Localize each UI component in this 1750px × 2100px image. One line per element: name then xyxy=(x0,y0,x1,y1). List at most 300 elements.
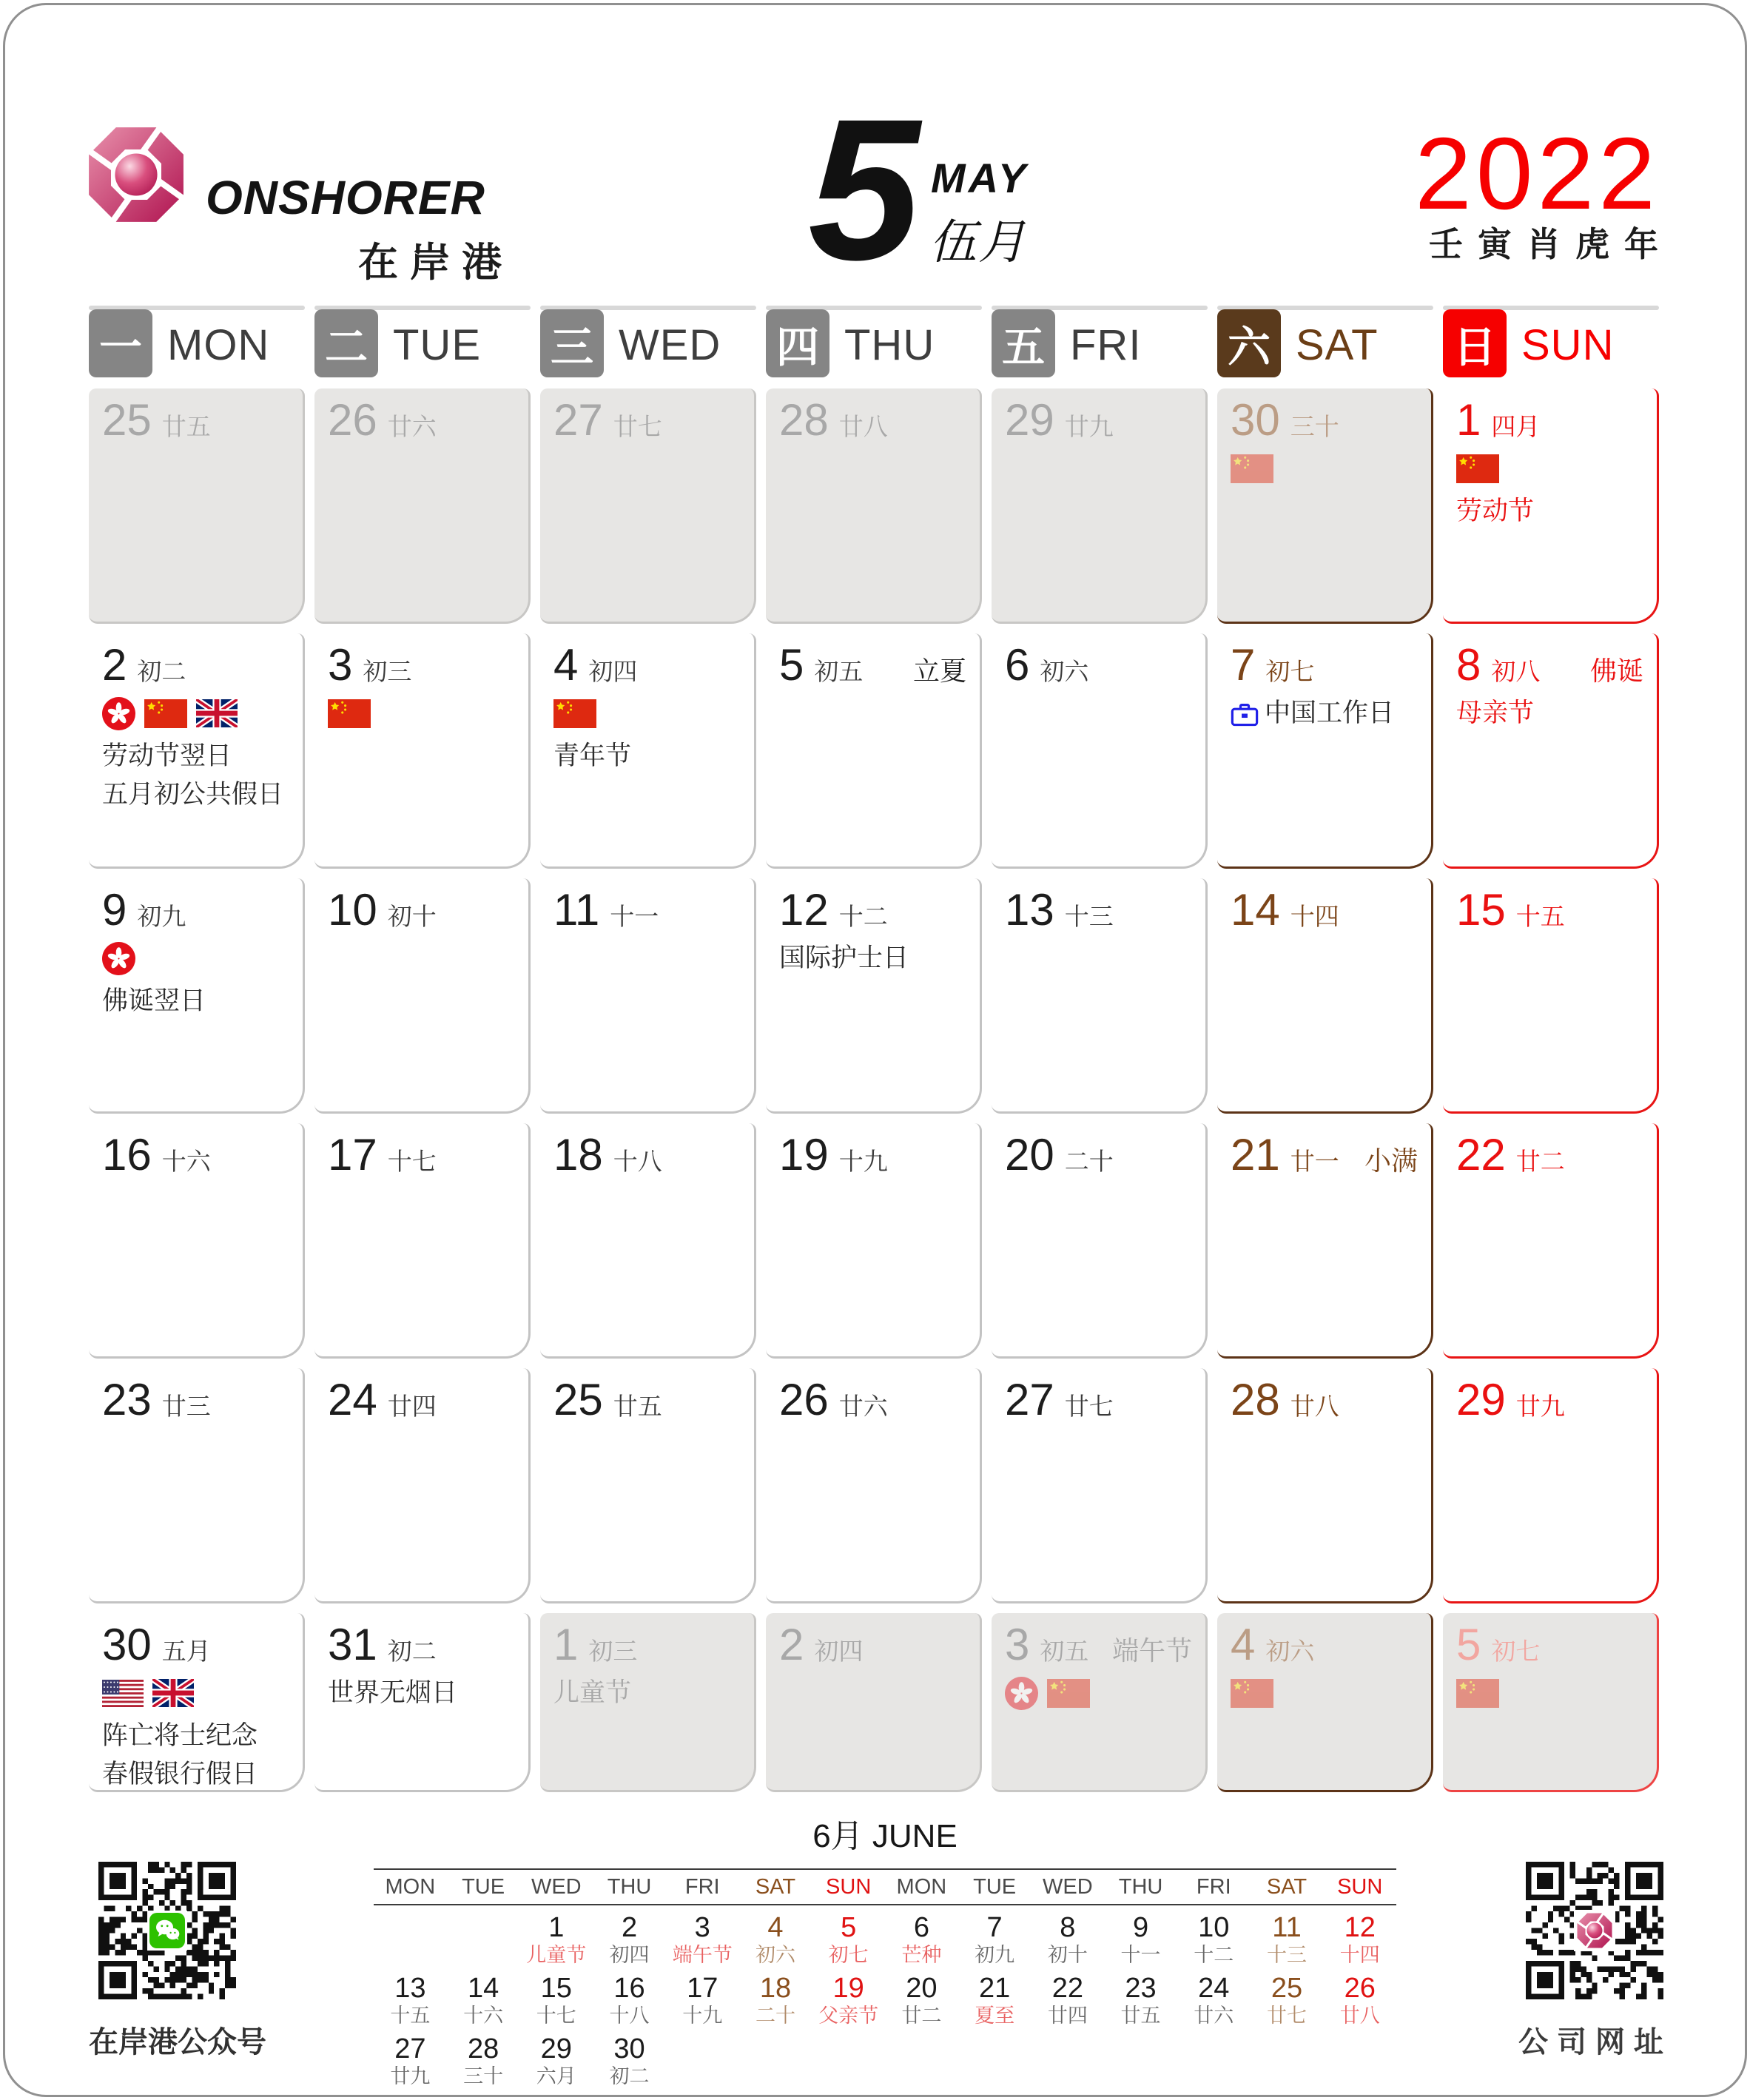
date-number: 29 xyxy=(1005,395,1054,445)
mini-day-cell xyxy=(1177,1913,1251,1966)
day-cell xyxy=(992,633,1208,869)
date-number: 4 xyxy=(1231,1620,1256,1669)
holiday-line xyxy=(102,982,292,1020)
mini-date-label: 廿五 xyxy=(1120,2005,1161,2027)
mini-day-cell xyxy=(666,2034,739,2087)
day-cell xyxy=(314,633,531,869)
date-number: 27 xyxy=(1005,1375,1054,1424)
mini-day-cell xyxy=(812,2034,885,2087)
day-cell xyxy=(1217,1613,1433,1792)
day-cell xyxy=(992,1368,1208,1603)
lunar-label: 初七 xyxy=(1265,658,1315,685)
mini-day-cell xyxy=(447,2034,520,2087)
brand-block xyxy=(86,124,515,288)
lunar-label: 廿八 xyxy=(1290,1393,1339,1420)
date-line xyxy=(102,1377,292,1423)
mini-date-label: 端午节 xyxy=(672,1944,733,1966)
date-line xyxy=(102,397,292,443)
mini-day-cell xyxy=(593,1973,666,2027)
mini-weekday-wed: WED xyxy=(1042,1874,1093,1899)
holiday-lines xyxy=(102,982,292,1020)
date-line xyxy=(779,1622,969,1668)
flag-row xyxy=(102,1675,292,1711)
mini-weekday-sun: SUN xyxy=(1337,1874,1383,1899)
date-number: 31 xyxy=(328,1620,377,1669)
mini-date-label: 廿四 xyxy=(1047,2005,1088,2027)
month-name-en: MAY xyxy=(931,155,1029,201)
date-number: 26 xyxy=(779,1375,829,1424)
lunar-label: 廿五 xyxy=(161,413,211,440)
holiday-line-text: 国际护士日 xyxy=(779,943,909,972)
mini-date-number: 9 xyxy=(1132,1912,1149,1943)
mini-date-number: 15 xyxy=(540,1973,572,2004)
weekday-header-wed xyxy=(540,306,756,383)
weekday-header-tue xyxy=(314,306,531,383)
lunar-label: 廿二 xyxy=(1515,1148,1565,1175)
mini-date-number: 28 xyxy=(467,2033,499,2064)
lunar-label: 十八 xyxy=(613,1148,662,1175)
holiday-line xyxy=(102,1755,292,1792)
mini-weekday-sun: SUN xyxy=(826,1874,872,1899)
cn-flag-icon xyxy=(1456,454,1499,483)
date-line xyxy=(553,1622,744,1668)
mini-date-label: 十六 xyxy=(463,2005,504,2027)
date-number: 10 xyxy=(328,885,377,935)
lunar-label: 初二 xyxy=(387,1638,437,1665)
holiday-lines xyxy=(1456,492,1646,531)
date-number: 25 xyxy=(102,395,152,445)
mini-weekday-tue: TUE xyxy=(462,1874,505,1899)
mini-weekday-thu: THU xyxy=(607,1874,652,1899)
date-number: 8 xyxy=(1456,640,1481,690)
mini-day-cell xyxy=(1323,1973,1396,2027)
lunar-label: 十五 xyxy=(1515,903,1565,930)
date-number: 29 xyxy=(1456,1375,1506,1424)
date-number: 5 xyxy=(1456,1620,1481,1669)
date-line xyxy=(779,397,969,443)
day-cell xyxy=(766,1123,982,1359)
mini-date-number: 4 xyxy=(767,1912,784,1943)
mini-date-label: 初七 xyxy=(828,1944,869,1966)
date-number: 22 xyxy=(1456,1130,1506,1179)
lunar-label: 初七 xyxy=(1491,1638,1541,1665)
mini-day-cell xyxy=(1104,2034,1177,2087)
holiday-line xyxy=(328,1674,518,1712)
mini-day-cell xyxy=(666,1913,739,1966)
weekday-label-en: SAT xyxy=(1296,321,1379,369)
wechat-qr-code xyxy=(98,1862,236,1999)
holiday-line-text: 青年节 xyxy=(553,741,632,770)
mini-day-cell xyxy=(885,1973,958,2027)
date-line xyxy=(779,1132,969,1178)
mini-day-cell xyxy=(1251,2034,1324,2087)
date-line xyxy=(1231,1132,1421,1178)
date-number: 1 xyxy=(1456,395,1481,445)
mini-weekday-mon: MON xyxy=(896,1874,947,1899)
day-cell xyxy=(540,633,756,869)
briefcase-icon xyxy=(1231,701,1259,727)
lunar-label: 十三 xyxy=(1064,903,1114,930)
flag-row xyxy=(102,940,292,976)
date-line xyxy=(328,1377,518,1423)
day-cell xyxy=(766,1368,982,1603)
mini-day-cell xyxy=(666,1973,739,2027)
mini-day-cell xyxy=(958,1973,1032,2027)
mini-date-label: 十二 xyxy=(1194,1944,1234,1966)
mini-day-cell xyxy=(1177,1973,1251,2027)
brand-name-cn: 在岸港 xyxy=(358,240,514,285)
mini-date-number: 2 xyxy=(621,1912,638,1943)
mini-date-number: 20 xyxy=(906,1973,938,2004)
mini-date-number: 11 xyxy=(1272,1912,1302,1943)
holiday-line-text: 佛诞翌日 xyxy=(102,986,206,1015)
weekday-label-en: WED xyxy=(619,321,721,369)
weekday-header-sat xyxy=(1217,306,1433,383)
holiday-line-text: 五月初公共假日 xyxy=(102,780,284,809)
lunar-label: 十六 xyxy=(161,1148,211,1175)
weekday-header-thu xyxy=(766,306,982,383)
month-number: 5 xyxy=(808,77,921,302)
solar-term-note: 小满 xyxy=(1364,1145,1418,1176)
mini-date-label: 父亲节 xyxy=(818,2005,879,2027)
lunar-label: 十二 xyxy=(838,903,888,930)
divider xyxy=(374,1904,1396,1905)
day-cell xyxy=(89,633,305,869)
weekday-header-sun xyxy=(1443,306,1659,383)
day-cell xyxy=(1217,1123,1433,1359)
date-number: 30 xyxy=(102,1620,152,1669)
date-line xyxy=(1005,642,1195,688)
mini-weekday-fri: FRI xyxy=(1196,1874,1231,1899)
lunar-label: 三十 xyxy=(1290,413,1339,440)
date-line xyxy=(102,887,292,933)
lunar-label: 十四 xyxy=(1290,903,1339,930)
mini-date-label: 芒种 xyxy=(901,1944,942,1966)
mini-date-label: 初九 xyxy=(975,1944,1015,1966)
mini-date-number: 12 xyxy=(1344,1912,1376,1943)
mini-date-number: 25 xyxy=(1271,1973,1303,2004)
mini-weekday-fri: FRI xyxy=(684,1874,720,1899)
mini-date-label: 儿童节 xyxy=(526,1944,587,1966)
day-cell xyxy=(314,878,531,1114)
holiday-line xyxy=(1456,492,1646,531)
qr-center-badge xyxy=(147,1911,187,1951)
date-number: 12 xyxy=(779,885,829,935)
lunar-label: 廿九 xyxy=(1064,413,1114,440)
day-cell xyxy=(540,1368,756,1603)
date-number: 28 xyxy=(1231,1375,1280,1424)
date-number: 5 xyxy=(779,640,804,690)
weekday-badge-cn: 日 xyxy=(1443,309,1507,377)
mini-date-number: 1 xyxy=(548,1912,565,1943)
lunar-label: 初十 xyxy=(387,903,437,930)
cn-flag-icon xyxy=(553,699,596,728)
date-line xyxy=(779,1377,969,1423)
mini-date-number: 8 xyxy=(1060,1912,1076,1943)
lunar-label: 廿五 xyxy=(613,1393,662,1420)
mini-date-label: 夏至 xyxy=(975,2005,1015,2027)
mini-date-number: 27 xyxy=(394,2033,426,2064)
day-cell xyxy=(540,1123,756,1359)
day-cell xyxy=(992,388,1208,624)
mini-date-label: 廿九 xyxy=(390,2065,431,2087)
day-cell xyxy=(766,1613,982,1792)
day-cell xyxy=(1443,1613,1659,1792)
lunar-label: 五月 xyxy=(161,1638,211,1665)
weekday-header-mon xyxy=(89,306,305,383)
mini-date-label: 十五 xyxy=(390,2005,431,2027)
cn-flag-icon xyxy=(1047,1679,1090,1708)
holiday-line-text: 劳动节翌日 xyxy=(102,741,232,770)
wechat-qr-label: 在岸港公众号 xyxy=(89,2026,266,2059)
day-cell xyxy=(540,388,756,624)
lunar-label: 十七 xyxy=(387,1148,437,1175)
hk-flag-icon xyxy=(102,942,135,975)
cn-flag-icon xyxy=(1231,1679,1273,1708)
hk-flag-icon xyxy=(102,697,135,730)
lunar-label: 廿九 xyxy=(1515,1393,1565,1420)
mini-weekday-sat: SAT xyxy=(755,1874,796,1899)
holiday-line xyxy=(102,1717,292,1755)
mini-day-cell xyxy=(885,1913,958,1966)
mini-weekday-sat: SAT xyxy=(1266,1874,1308,1899)
mini-date-number: 30 xyxy=(613,2033,645,2064)
date-line xyxy=(102,1132,292,1178)
mini-date-number: 26 xyxy=(1344,1973,1376,2004)
lunar-label: 初八 xyxy=(1491,658,1541,685)
flag-row xyxy=(102,696,292,731)
day-cell xyxy=(1217,388,1433,624)
date-number: 25 xyxy=(553,1375,603,1424)
day-cell xyxy=(89,878,305,1114)
date-line xyxy=(1005,1622,1195,1668)
mini-date-label: 十三 xyxy=(1266,1944,1307,1966)
flag-row xyxy=(1456,451,1646,486)
mini-day-cell xyxy=(1323,2034,1396,2087)
mini-day-cell xyxy=(1251,1913,1324,1966)
holiday-line xyxy=(779,939,969,977)
lunar-label: 廿六 xyxy=(838,1393,888,1420)
date-line xyxy=(1231,397,1421,443)
date-number: 24 xyxy=(328,1375,377,1424)
mini-date-number: 24 xyxy=(1198,1973,1230,2004)
holiday-line-text: 劳动节 xyxy=(1456,497,1535,525)
mini-week-row xyxy=(374,1913,1396,1966)
mini-weekday-tue: TUE xyxy=(973,1874,1017,1899)
date-number: 6 xyxy=(1005,640,1030,690)
wechat-icon xyxy=(149,1913,185,1948)
mini-date-label: 廿八 xyxy=(1339,2005,1380,2027)
qr-center-badge xyxy=(1574,1910,1615,1951)
mini-day-cell xyxy=(519,2034,593,2087)
flag-row xyxy=(1005,1675,1195,1711)
mini-date-label: 十四 xyxy=(1339,1944,1380,1966)
mini-date-label: 廿六 xyxy=(1194,2005,1234,2027)
date-number: 17 xyxy=(328,1130,377,1179)
date-number: 27 xyxy=(553,395,603,445)
mini-day-cell xyxy=(739,2034,812,2087)
day-cell xyxy=(540,878,756,1114)
weekday-label-en: MON xyxy=(167,321,270,369)
mini-day-cell xyxy=(374,2034,447,2087)
mini-date-label: 初六 xyxy=(755,1944,795,1966)
day-cell xyxy=(314,1123,531,1359)
holiday-line-text: 世界无烟日 xyxy=(328,1678,458,1707)
holiday-lines xyxy=(1231,694,1421,733)
date-line xyxy=(328,397,518,443)
day-cell xyxy=(1217,633,1433,869)
cn-flag-icon xyxy=(1231,454,1273,483)
mini-day-cell xyxy=(374,1913,447,1966)
mini-day-cell xyxy=(1251,1973,1324,2027)
mini-day-cell xyxy=(1177,2034,1251,2087)
mini-date-number: 22 xyxy=(1051,1973,1083,2004)
mini-date-number: 19 xyxy=(832,1973,864,2004)
website-qr-code xyxy=(1526,1862,1663,1999)
holiday-line xyxy=(1456,694,1646,733)
flag-row xyxy=(1231,1675,1421,1711)
day-cell xyxy=(89,1368,305,1603)
mini-calendar-title: 6月 JUNE xyxy=(812,1818,958,1854)
mini-calendar-rows xyxy=(374,1913,1396,2087)
date-line xyxy=(102,642,292,688)
weekday-badge-cn: 三 xyxy=(540,309,604,377)
holiday-line-text: 春假银行假日 xyxy=(102,1760,258,1788)
date-line xyxy=(328,642,518,688)
mini-date-label: 三十 xyxy=(463,2065,504,2087)
weekday-badge-cn: 六 xyxy=(1217,309,1281,377)
mini-calendar xyxy=(374,1809,1396,2087)
date-number: 28 xyxy=(779,395,829,445)
date-line xyxy=(779,887,969,933)
day-cell xyxy=(992,1123,1208,1359)
holiday-lines xyxy=(553,737,744,775)
mini-date-label: 初二 xyxy=(609,2065,650,2087)
date-line xyxy=(1456,397,1646,443)
holiday-line-text: 中国工作日 xyxy=(1265,699,1395,727)
date-line xyxy=(1456,642,1646,688)
year-zodiac: 壬寅肖虎年 xyxy=(1429,225,1673,263)
month-name-cn: 伍月 xyxy=(929,215,1027,269)
mini-date-number: 14 xyxy=(467,1973,499,2004)
date-line xyxy=(553,887,744,933)
date-number: 4 xyxy=(553,640,579,690)
lunar-label: 二十 xyxy=(1064,1148,1114,1175)
lunar-label: 初四 xyxy=(588,658,638,685)
mini-day-cell xyxy=(1031,2034,1104,2087)
onshorer-logo-icon xyxy=(86,124,186,225)
mini-date-number: 23 xyxy=(1125,1973,1157,2004)
flag-row xyxy=(328,696,518,731)
mini-day-cell xyxy=(885,2034,958,2087)
mini-day-cell xyxy=(447,1973,520,2027)
date-line xyxy=(328,1622,518,1668)
holiday-lines xyxy=(102,737,292,814)
mini-week-row xyxy=(374,2034,1396,2087)
mini-date-number: 3 xyxy=(694,1912,710,1943)
day-cell xyxy=(1443,1123,1659,1359)
day-cell xyxy=(766,633,982,869)
day-cell xyxy=(89,388,305,624)
mini-day-cell xyxy=(739,1973,812,2027)
mini-week-row xyxy=(374,1973,1396,2027)
cn-flag-icon xyxy=(328,699,371,728)
lunar-label: 初三 xyxy=(363,658,412,685)
day-cell xyxy=(1443,1368,1659,1603)
date-line xyxy=(553,1377,744,1423)
mini-date-number: 17 xyxy=(687,1973,718,2004)
weekday-badge-cn: 四 xyxy=(766,309,829,377)
date-number: 7 xyxy=(1231,640,1256,690)
date-number: 1 xyxy=(553,1620,579,1669)
mini-day-cell xyxy=(374,1973,447,2027)
holiday-line xyxy=(102,737,292,775)
lunar-label: 十一 xyxy=(610,903,659,930)
mini-weekday-row xyxy=(374,1870,1396,1904)
mini-day-cell xyxy=(812,1913,885,1966)
holiday-line xyxy=(1231,694,1421,733)
weekday-header-fri xyxy=(992,306,1208,383)
day-cell xyxy=(1443,878,1659,1114)
lunar-label: 初三 xyxy=(588,1638,638,1665)
cn-flag-icon xyxy=(1456,1679,1499,1708)
mini-date-label: 初十 xyxy=(1047,1944,1088,1966)
mini-date-label: 十八 xyxy=(609,2005,650,2027)
date-line xyxy=(328,887,518,933)
solar-term-note: 端午节 xyxy=(1111,1635,1192,1666)
lunar-label: 十九 xyxy=(838,1148,888,1175)
day-cell xyxy=(314,388,531,624)
date-number: 14 xyxy=(1231,885,1280,935)
date-line xyxy=(328,1132,518,1178)
lunar-label: 四月 xyxy=(1491,413,1541,440)
day-cell xyxy=(1443,388,1659,624)
day-cell xyxy=(540,1613,756,1792)
holiday-line-text: 母亲节 xyxy=(1456,699,1535,727)
lunar-label: 初二 xyxy=(137,658,186,685)
mini-date-number: 29 xyxy=(540,2033,572,2064)
solar-term-note: 立夏 xyxy=(912,656,966,686)
date-line xyxy=(1005,397,1195,443)
holiday-line-text: 儿童节 xyxy=(553,1678,632,1707)
mini-date-label: 廿七 xyxy=(1266,2005,1307,2027)
mini-date-number: 5 xyxy=(841,1912,857,1943)
date-number: 30 xyxy=(1231,395,1280,445)
mini-date-label: 十九 xyxy=(682,2005,723,2027)
holiday-line-text: 阵亡将士纪念 xyxy=(102,1721,258,1750)
lunar-label: 初六 xyxy=(1265,1638,1315,1665)
date-number: 18 xyxy=(553,1130,603,1179)
brand-text xyxy=(206,124,515,288)
lunar-label: 廿八 xyxy=(838,413,888,440)
date-line xyxy=(553,1132,744,1178)
mini-weekday-thu: THU xyxy=(1118,1874,1163,1899)
weekday-label-en: SUN xyxy=(1521,321,1615,369)
lunar-label: 初九 xyxy=(137,903,186,930)
holiday-line xyxy=(102,775,292,814)
us-flag-icon xyxy=(102,1680,144,1707)
lunar-label: 初六 xyxy=(1040,658,1089,685)
day-cell xyxy=(1443,633,1659,869)
date-number: 16 xyxy=(102,1130,152,1179)
weekday-badge-cn: 二 xyxy=(314,309,378,377)
date-line xyxy=(1231,887,1421,933)
date-number: 2 xyxy=(779,1620,804,1669)
flag-row xyxy=(1231,451,1421,486)
lunar-label: 廿一 xyxy=(1290,1148,1339,1175)
date-line xyxy=(779,642,969,688)
mini-day-cell xyxy=(739,1913,812,1966)
